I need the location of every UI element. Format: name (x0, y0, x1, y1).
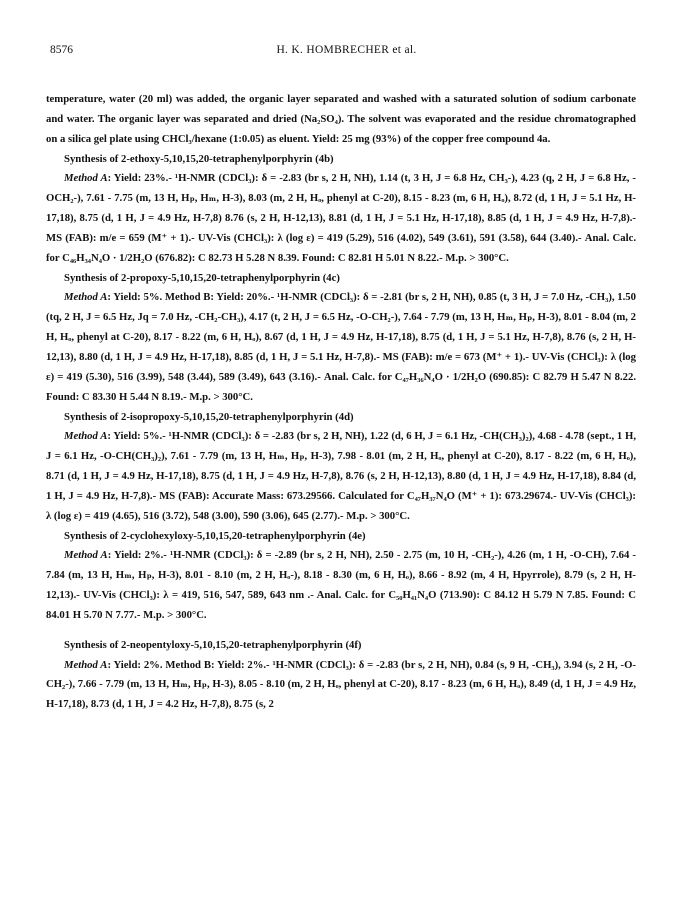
intro-paragraph: temperature, water (20 ml) was added, the organic layer separated and washed with a saturated solution of sodium carbonate and water. The organic layer was separated and dried (Na₂SO₄). The solvent was evaporated and the residue chromatographed on a silica gel plate using CHCl₃/hexane (1:0.05) as eluent. Yield: 25 mg (93%) of the copper free compound 4a. (46, 93, 636, 145)
section-heading-4e: Synthesis of 2-cyclohexyloxy-5,10,15,20-tetraphenylporphyrin (4e) (64, 529, 366, 542)
method-label: Method A (64, 172, 108, 185)
section-heading-4c: Synthesis of 2-propoxy-5,10,15,20-tetraphenylporphyrin (4c) (64, 271, 340, 284)
section-heading-4f: Synthesis of 2-neopentyloxy-5,10,15,20-tetraphenylporphyrin (4f) (64, 638, 362, 651)
section-heading-4b: Synthesis of 2-ethoxy-5,10,15,20-tetraphenylporphyrin (4b) (64, 152, 334, 165)
method-label: Method A (64, 291, 108, 304)
method-label: Method A (64, 430, 108, 443)
page-header (50, 44, 643, 60)
section-body: : Yield: 5%. Method B: Yield: 20%.- ¹H-NMR (CDCl₃): δ = -2.81 (br s, 2 H, NH), 0.85 (t, 3 H, J = 7.0 Hz, -CH₃), 1.50 (tq, 2 H, J = 6.5 Hz, Jq = 7.0 Hz, -CH₂-CH₃), 4.17 (t, 2 H, J = 6.5 Hz, -O-CH₂-), 7.64 - 7.79 (m, 13 H, Hₘ, Hₚ, H-3), 8.01 - 8.04 (m, 2 H, Hₒ, phenyl at C-20), 8.17 - 8.22 (m, 6 H, Hₒ), 8.67 (d, 1 H, J = 4.9 Hz, H-17,18), 8.75 (d, 1 H, J = 5.1 Hz, H-7,8), 8.76 (s, 2 H, H-12,13), 8.80 (d, 1 H, J = 4.9 Hz, H-17,18), 8.85 (d, 1 H, J = 5.1 Hz, H-7,8).- MS (FAB): m/e = 673 (M⁺ + 1).- UV-Vis (CHCl₃): λ (log ε) = 419 (5.30), 516 (3.99), 548 (3.44), 589 (3.49), 643 (3.16).- Anal. Calc. for C₄₇H₃₆N₄O · 1/2H₂O (690.85): C 82.79 H 5.47 N 8.22. Found: C 83.30 H 5.44 N 8.19.- M.p. > 300°C. (46, 291, 636, 403)
article-body (46, 90, 636, 715)
section-body: : Yield: 23%.- ¹H-NMR (CDCl₃): δ = -2.83 (br s, 2 H, NH), 1.14 (t, 3 H, J = 6.8 Hz, CH₃-), 4.23 (q, 2 H, J = 6.8 Hz, -OCH₂-), 7.61 - 7.75 (m, 13 H, Hₚ, Hₘ, H-3), 8.03 (m, 2 H, Hₒ, phenyl at C-20), 8.15 - 8.23 (m, 6 H, Hₒ), 8.72 (d, 1 H, J = 5.1 Hz, H-17,18), 8.75 (d, 1 H, J = 4.9 Hz, H-7,8) 8.76 (s, 2 H, H-12,13), 8.81 (d, 1 H, J = 5.1 Hz, H-17,18), 8.85 (d, 1 H, J = 4.9 Hz, H-7,8).- MS (FAB): m/e = 659 (M⁺ + 1).- UV-Vis (CHCl₃): λ (log ε) = 419 (5.29), 516 (4.02), 549 (3.61), 591 (3.58), 644 (3.40).- Anal. Calc. for C₄₆H₃₄N₄O · 1/2H₂O (676.82): C 82.73 H 5.28 N 8.39. Found: C 82.81 H 5.01 N 8.22.- M.p. > 300°C. (46, 172, 636, 264)
section-text-4e (46, 546, 636, 625)
section-text-4c (46, 288, 636, 407)
section-body: : Yield: 2%. Method B: Yield: 2%.- ¹H-NMR (CDCl₃): δ = -2.83 (br s, 2 H, NH), 0.84 (s, 9 H, -CH₃), 3.94 (s, 2 H, -O-CH₂-), 7.66 - 7.79 (m, 13 H, Hₘ, Hₚ, H-3), 8.05 - 8.10 (m, 2 H, Hₒ, phenyl at C-20), 8.17 - 8.23 (m, 6 H, Hₒ), 8.49 (d, 1 H, J = 4.9 Hz, H-17,18), 8.73 (d, 1 H, J = 4.2 Hz, H-7,8), 8.75 (s, 2 (46, 658, 636, 711)
section-text-4d (46, 427, 636, 526)
method-label: Method A (64, 658, 108, 671)
running-title: H. K. HOMBRECHER et al. (276, 44, 417, 56)
section-body: : Yield: 2%.- ¹H-NMR (CDCl₃): δ = -2.89 (br s, 2 H, NH), 2.50 - 2.75 (m, 10 H, -CH₂-), 4.26 (m, 1 H, -O-CH), 7.64 - 7.84 (m, 13 H, Hₘ, Hₚ, H-3), 8.01 - 8.10 (m, 2 H, Hₒ-), 8.18 - 8.30 (m, 6 H, Hₒ), 8.66 - 8.92 (m, 4 H, Hpyrrole), 8.79 (s, 2 H, H-12,13).- UV-Vis (CHCl₃): λ = 419, 516, 547, 589, 643 nm .- Anal. Calc. for C₅₀H₄₁N₄O (713.90): C 84.12 H 5.79 N 7.85. Found: C 84.01 H 5.70 N 7.77.- M.p. > 300°C. (46, 549, 636, 621)
section-text-4f (46, 656, 636, 716)
page-number: 8576 (50, 44, 73, 56)
section-text-4b (46, 169, 636, 268)
section-heading-4d: Synthesis of 2-isopropoxy-5,10,15,20-tetraphenylporphyrin (4d) (64, 410, 354, 423)
section-body: : Yield: 5%.- ¹H-NMR (CDCl₃): δ = -2.83 (br s, 2 H, NH), 1.22 (d, 6 H, J = 6.1 Hz, -CH(CH₃)₂), 4.68 - 4.78 (sept., 1 H, J = 6.1 Hz, -O-CH(CH₃)₂), 7.61 - 7.79 (m, 13 H, Hₘ, Hₚ, H-3), 7.98 - 8.01 (m, 2 H, Hₒ, phenyl at C-20), 8.17 - 8.22 (m, 6 H, Hₒ), 8.71 (d, 1 H, J = 4.9 Hz, H-17,18), 8.75 (d, 1 H, J = 4.9 Hz, H-7,8), 8.76 (s, 2 H, H-12,13), 8.80 (d, 1 H, J = 4.9 Hz, H-17,18), 8.84 (d, 1 H, J = 4.9 Hz, H-7,8).- MS (FAB): Accurate Mass: 673.29566. Calculated for C₄₇H₃₇N₄O (M⁺ + 1): 673.29674.- UV-Vis (CHCl₃): λ (log ε) = 419 (4.65), 516 (3.72), 548 (3.00), 590 (3.06), 645 (2.77).- M.p. > 300°C. (46, 430, 636, 522)
method-label: Method A (64, 549, 108, 562)
